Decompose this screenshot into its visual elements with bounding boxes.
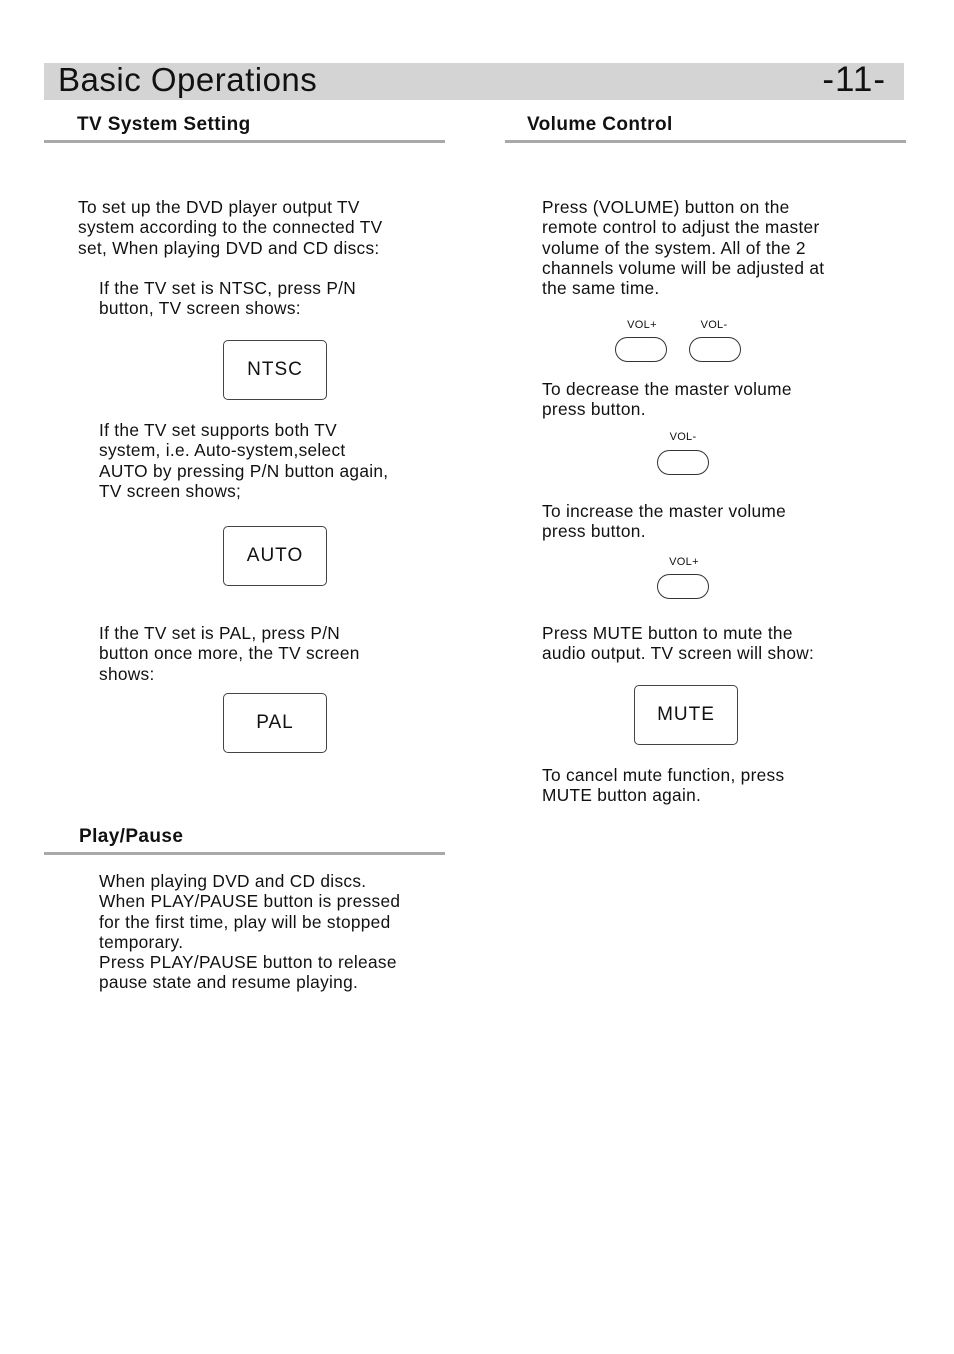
vol-minus-label-2: VOL- bbox=[669, 431, 697, 443]
mute-instruction: Press MUTE button to mute the audio output. TV screen will show: bbox=[542, 623, 815, 664]
volume-intro: Press (VOLUME) button on the remote control to adjust the master volume of the system. All of the 2 channels volume will be adjusted at the same time. bbox=[542, 197, 825, 299]
mute-screen-display: MUTE bbox=[634, 685, 738, 745]
page-header bbox=[44, 60, 904, 100]
volume-rule bbox=[505, 140, 906, 143]
pal-screen-display: PAL bbox=[223, 693, 327, 753]
vol-plus-label: VOL+ bbox=[627, 319, 657, 331]
vol-plus-label-2: VOL+ bbox=[669, 556, 699, 568]
increase-volume-text: To increase the master volume press button. bbox=[542, 501, 787, 542]
auto-instruction: If the TV set supports both TV system, i.e. Auto-system,select AUTO by pressing P/N button again, TV screen shows; bbox=[99, 420, 389, 501]
pal-instruction: If the TV set is PAL, press P/N button once more, the TV screen shows: bbox=[99, 623, 360, 684]
tv-system-intro: To set up the DVD player output TV system according to the connected TV set, When playing DVD and CD discs: bbox=[78, 197, 383, 258]
cancel-mute-text: To cancel mute function, press MUTE button again. bbox=[542, 765, 785, 806]
tv-system-heading: TV System Setting bbox=[77, 114, 251, 135]
vol-plus-button bbox=[615, 337, 667, 362]
ntsc-instruction: If the TV set is NTSC, press P/N button, TV screen shows: bbox=[99, 278, 357, 319]
volume-heading: Volume Control bbox=[527, 114, 673, 135]
tv-system-rule bbox=[44, 140, 445, 143]
auto-screen-display: AUTO bbox=[223, 526, 327, 586]
ntsc-screen-display: NTSC bbox=[223, 340, 327, 400]
vol-plus-button-2 bbox=[657, 574, 709, 599]
page-number: -11- bbox=[822, 60, 886, 99]
vol-minus-label: VOL- bbox=[700, 319, 728, 331]
play-pause-text: When playing DVD and CD discs. When PLAY/PAUSE button is pressed for the first time, play will be stopped temporary. Press PLAY/PAUSE button to release pause state and resume playing. bbox=[99, 871, 401, 993]
page-title: Basic Operations bbox=[58, 61, 318, 98]
vol-minus-button-2 bbox=[657, 450, 709, 475]
decrease-volume-text: To decrease the master volume press button. bbox=[542, 379, 792, 420]
vol-minus-button bbox=[689, 337, 741, 362]
play-pause-rule bbox=[44, 852, 445, 855]
play-pause-heading: Play/Pause bbox=[79, 826, 184, 847]
